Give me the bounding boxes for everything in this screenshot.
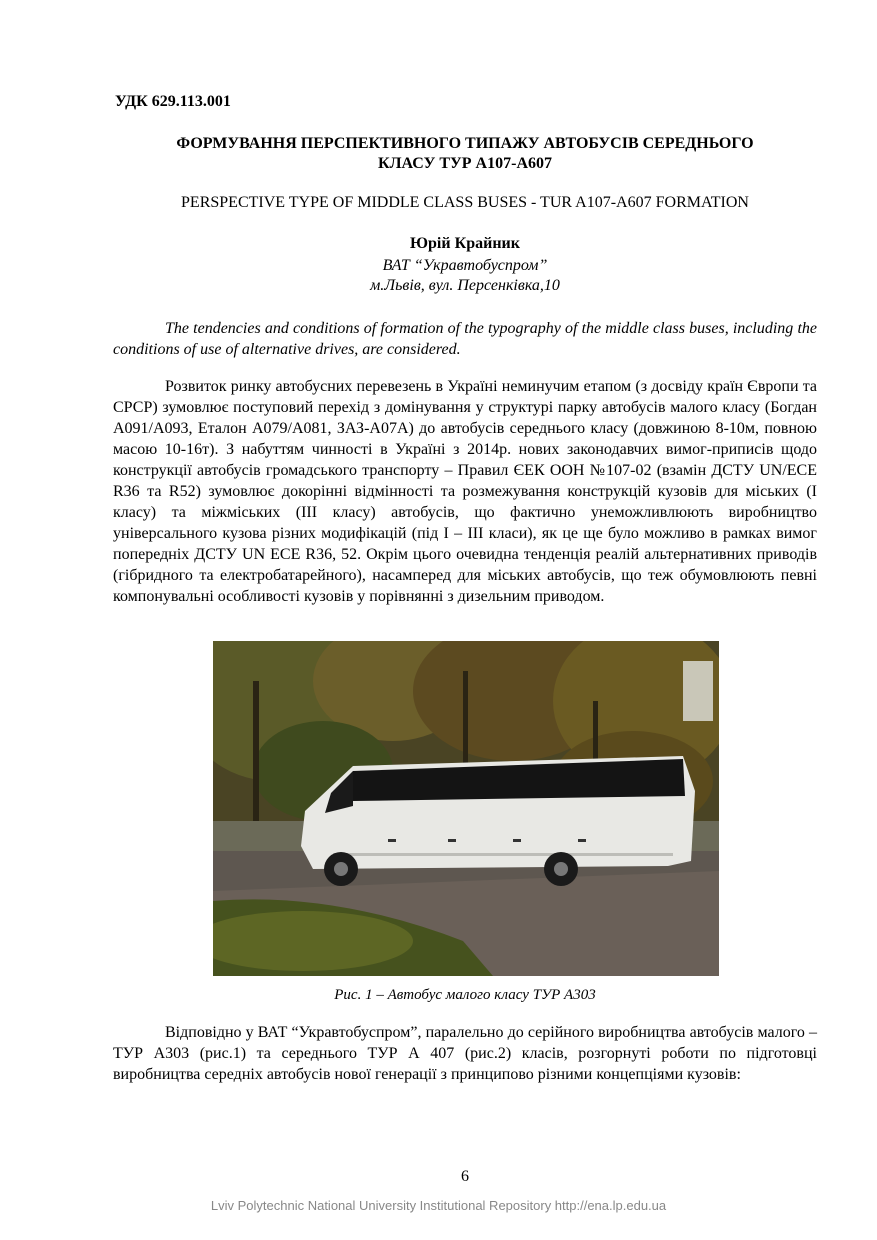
- abstract: The tendencies and conditions of formation of the typography of the middle class buses, including the conditions of use of alternative drives, are considered.: [113, 320, 817, 358]
- figure-caption: Рис. 1 – Автобус малого класу ТУР А303: [334, 987, 596, 1003]
- affiliation-address: м.Львів, вул. Персенківка,10: [370, 277, 560, 294]
- title-ukrainian: [100, 134, 830, 174]
- body-paragraph-2: Відповідно у ВАТ “Укравтобуспром”, паралельно до серійного виробництва автобусів малого – ТУР А303 (рис.1) та середнього ТУР А 407 (рис.2) класів, розгорнуті роботи по підготовці виробництва середніх автобусів нової генерації з принципово різними концепціями кузовів:: [113, 1024, 817, 1083]
- bus-photo: [213, 641, 719, 976]
- title-ua-line2: КЛАСУ ТУР А107-А607: [378, 155, 552, 172]
- udk-code: УДК 629.113.001: [115, 93, 231, 110]
- affiliation: [100, 256, 830, 296]
- affiliation-org: ВАТ “Укравтобуспром”: [382, 257, 548, 274]
- author-name: Юрій Крайник: [410, 235, 520, 252]
- body-paragraph-1: Розвиток ринку автобусних перевезень в Україні неминучим етапом (з досвіду країн Європи та СРСР) зумовлює поступовий перехід з домінування у структурі парку автобусів малого класу (Богдан А091/А093, Еталон А079/А081, ЗАЗ-А07А) до автобусів середнього класу (довжиною 8-10м, повною масою 10-16т). З набуттям чинності в Україні з 2014р. нових законодавчих вимог-приписів щодо конструкції автобусів громадського транспорту – Правил ЄЕК ООН №107-02 (взамін ДСТУ UN/ECE R36 та R52) зумовлює докорінні відмінності та розмежування конструкцій кузовів для міських (І класу) та міжміських (ІІІ класу) автобусів, що фактично унеможливлюють виробництво універсального кузова різних модифікацій (під І – ІІІ класи), як це ще було можливо в рамках вимог попередніх ДСТУ UN ECE R36, 52. Окрім цього очевидна тенденція реалій альтернативних приводів (гібридного та електробатарейного), насамперед для міських автобусів, що теж обумовлюють певні компонувальні особливості кузовів у порівнянні з дизельним приводом.: [113, 378, 817, 605]
- title-english: PERSPECTIVE TYPE OF MIDDLE CLASS BUSES - TUR A107-A607 FORMATION: [181, 194, 749, 211]
- repository-footer: Lviv Polytechnic National University Institutional Repository http://ena.lp.edu.ua: [210, 1198, 667, 1213]
- page-number: 6: [461, 1168, 469, 1185]
- title-ua-line1: ФОРМУВАННЯ ПЕРСПЕКТИВНОГО ТИПАЖУ АВТОБУСІВ СЕРЕДНЬОГО: [176, 135, 754, 152]
